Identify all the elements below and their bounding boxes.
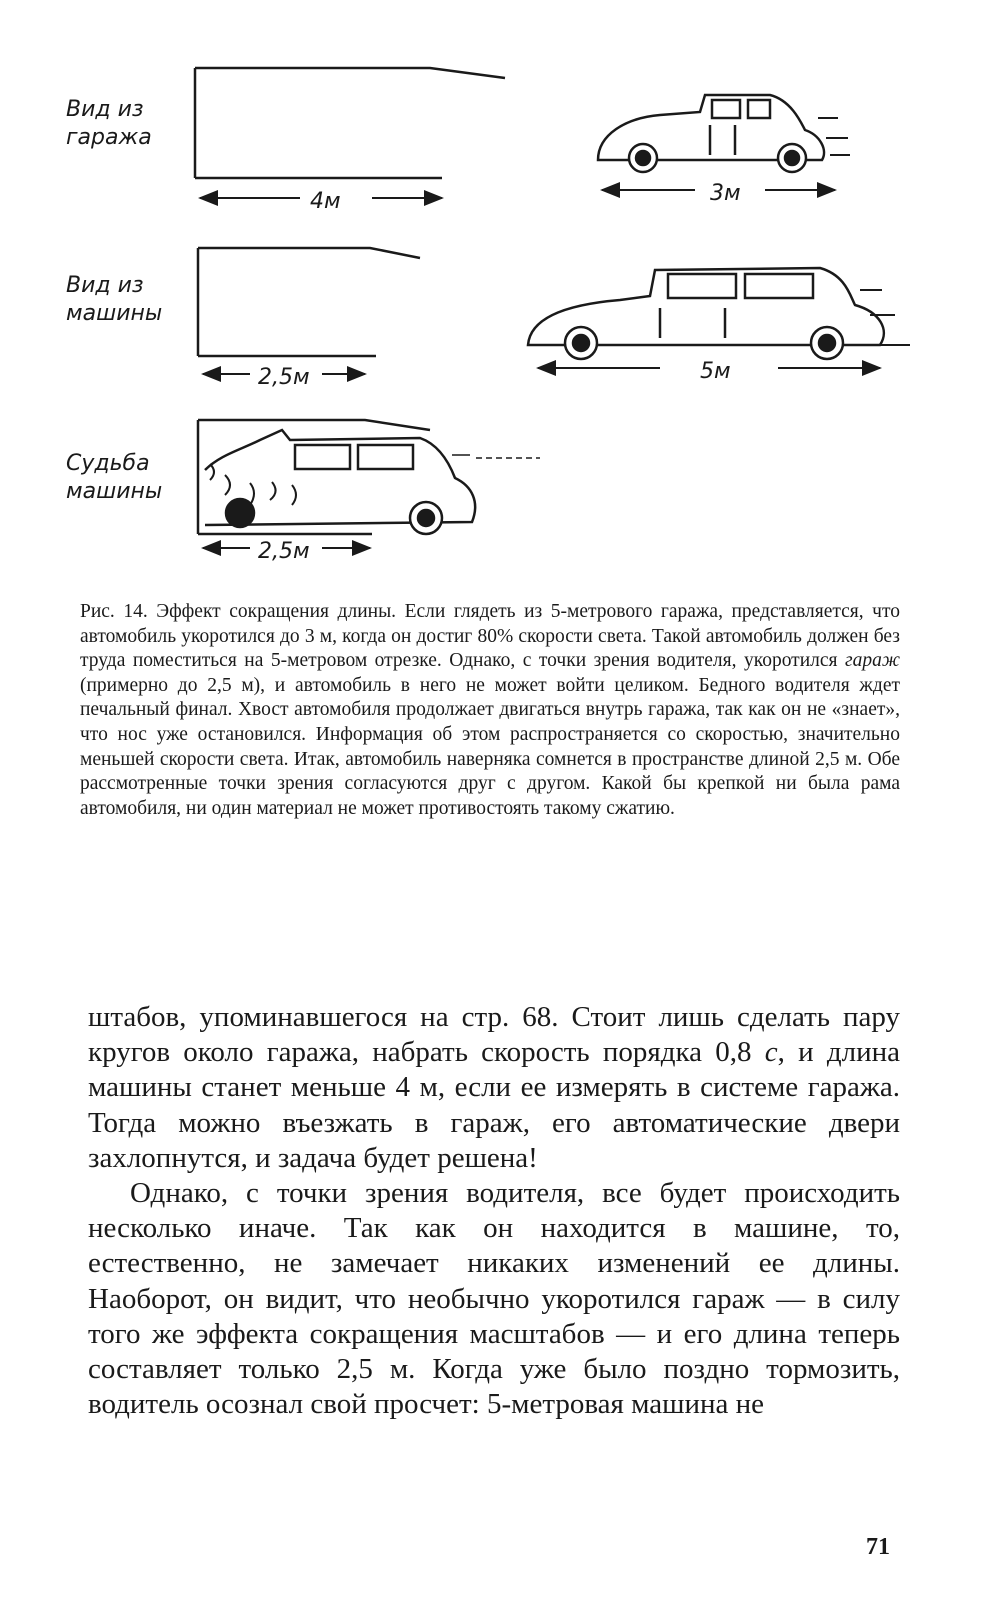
figure-14 bbox=[0, 0, 1005, 580]
paragraph: Однако, с точки зрения водителя, все будет происходить несколько иначе. Так как он находится в машине, то, естественно, не замечает никаких изменений ее длины. Наоборот, он видит, что необычно укоротился гараж — в силу того же эффекта сокращения масштабов — и его длина теперь составляет только 2,5 м. Когда уже было поздно тормозить, водитель осознал свой просчет: 5-метровая машина не bbox=[88, 1177, 900, 1421]
car-length-label: 3м bbox=[710, 181, 741, 206]
garage-length-label: 4м bbox=[310, 189, 341, 214]
paragraph bbox=[88, 1000, 900, 1176]
caption-text-part: Рис. 14. Эффект сокращения длины. Если глядеть из 5-метрового гаража, представляется, что автомобиль укоротился до 3 м, когда он достиг 80% скорости света. Такой автомобиль должен без труда поместиться на 5-метровом отрезке. Однако, с точки зрения водителя, укоротился bbox=[80, 601, 900, 672]
figure-drawing bbox=[0, 0, 1005, 580]
paragraph-text: штабов, упоминавшегося на стр. 68. Стоит лишь сделать пару кругов около гаража, набрать скорость порядка 0,8 bbox=[88, 1001, 900, 1069]
page-number: 71 bbox=[866, 1534, 890, 1560]
garage-4m bbox=[195, 68, 505, 178]
car-length-label: 5м bbox=[700, 359, 731, 384]
row-label-garage-view: Вид из гаража bbox=[66, 97, 152, 150]
caption-text-part: (примерно до 2,5 м), и автомобиль в него не может войти целиком. Бедного водителя ждет печальный финал. Хвост автомобиля продолжает двигаться внутрь гаража, так как он не «знает», что нос уже остановился. Информация об этом распространяется со скоростью, значительно меньшей скорости света. Итак, автомобиль наверняка сомнется в пространстве длиной 2,5 м. Обе рассмотренные точки зрения согласуются друг с другом. Какой бы крепкой ни была рама автомобиля, ни один материал не может противостоять такому сжатию. bbox=[80, 674, 900, 819]
car-3m bbox=[598, 95, 850, 172]
row-label-car-fate: Судьба машины bbox=[66, 451, 163, 504]
garage-length-label: 2,5м bbox=[258, 539, 310, 564]
caption-emphasis: гараж bbox=[845, 650, 900, 672]
figure-caption bbox=[80, 600, 900, 821]
garage-2-5m bbox=[198, 248, 420, 356]
garage-length-label: 2,5м bbox=[258, 365, 310, 390]
speed-of-light-symbol: c bbox=[764, 1036, 778, 1069]
body-text bbox=[88, 1000, 900, 1422]
row-label-car-view: Вид из машины bbox=[66, 273, 163, 326]
caption-text bbox=[80, 600, 900, 821]
crashed-car-in-garage bbox=[198, 420, 540, 534]
car-5m bbox=[528, 268, 910, 359]
paragraph-text: , и длина машины станет меньше 4 м, если ее измерять в системе гаража. Тогда можно въезжать в гараж, его автоматические двери захлопнутся, и задача будет решена! bbox=[88, 1036, 900, 1174]
